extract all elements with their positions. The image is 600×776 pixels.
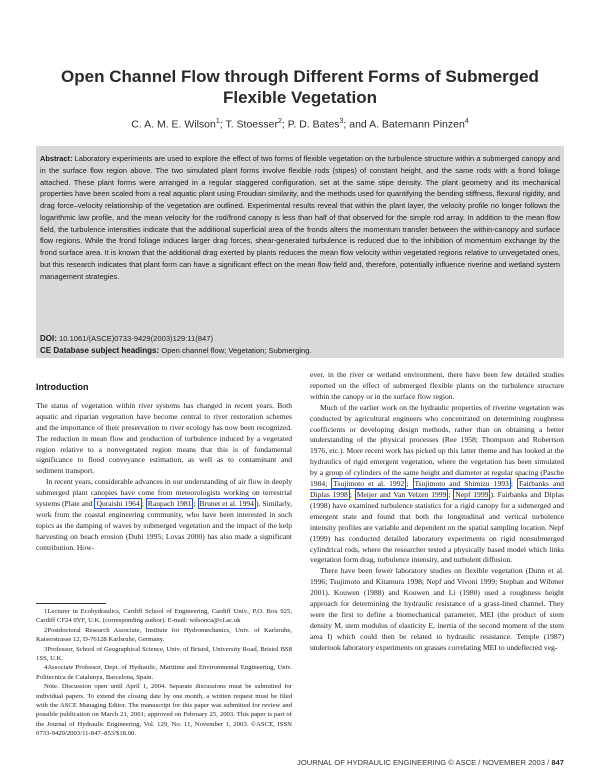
author-name: P. D. Bates: [287, 118, 340, 131]
journal-footer: JOURNAL OF HYDRAULIC ENGINEERING © ASCE / NOVEMBER 2003 /: [297, 758, 550, 767]
right-column: [310, 370, 564, 654]
text-run: Much of the earlier work on the hydraulic properties of riverine vegetation was conducted by agricultural engineers who concentrated on determining roughness coefficients or developing design methods, rather than on obtaining a better understanding of the physical processes (Ree 1958; Thompson and Robertson 1976, etc.). More recent work has picked up this latter theme and has looked at the hydraulics of rigid emergent vegetation, where the vegetation has been simulated by a group of cylinders of the same height and diameter at regular spacing (Pasche 1984;: [310, 402, 564, 489]
text-run: ;: [193, 499, 198, 509]
footnote-note: Note. Discussion open until April 1, 2004. Separate discussions must be submitted for individual papers. To extend the closing date by one month, a written request must be filed with the ASCE Managing Editor. The manuscript for this paper was submitted for review and possible publication on March 21, 2001; approved on February 25, 2003. This paper is part of the Journal of Hydraulic Engineering, Vol. 129, No. 11, November 1, 2003. ©ASCE, ISSN 0733-9429/2003/11-847–853/$18.00.: [36, 683, 292, 738]
page-footer: [260, 758, 564, 767]
footnote: 4Associate Professor, Dept. of Hydraulic, Maritime and Environmental Engineering, Univ. Politecnica de Catalunya, Barcelona, Spain.: [36, 664, 292, 681]
author-name: A. Batemann Pinzen: [369, 118, 465, 131]
abstract: [40, 153, 560, 282]
paragraph: The status of vegetation within river systems has changed in recent years. Both aquatic and riparian vegetation have become central to river restoration schemes and the importance of their preservation to river ecology has now been recognized. The reduction in mean flow and production of turbulence induced by a vegetated region relative to a nonvegetated region means that this is of fundamental significance to flood conveyance estimation, as well as to contaminant and sediment transport.: [36, 400, 292, 476]
doi-line: [40, 334, 560, 343]
author-affil-sup: 2: [277, 118, 282, 125]
author-list: C. A. M. E. Wilson$^1$; T. Stoesser$^2$; P. D. Bates$^3$; and A. Batemann Pinzen$^4$: [131, 118, 469, 131]
left-column: [36, 382, 292, 554]
paragraph: ever, in the river or wetland environment, there have been few detailed studies reported on the effect of submerged flexible plants on the turbulence structure within the canopy or in the surface flow region.: [310, 370, 564, 401]
paragraph: There have been fewer laboratory studies on flexible vegetation (Dunn et al. 1996; Tsujimoto and Kitamura 1998; Nepf and Vivoni 1999; Stephan and Wibmer 2001). Kouwen (1988) and Kouwen and Li (1980) used a roughness height approach for determining the hydraulic resistance of a grass-lined channel. They were the first to define a biomechanical parameter, MEI (the product of stem density M, stem modulus of elasticity E, inertia of the second moment of the stem area I) which could then be related to hydraulic resistance. Temple (1987) undertook laboratory experiments on grasses correlating MEI to undeflected veg-: [310, 566, 564, 652]
text-run: In recent years, considerable advances in our understanding of air flow in deeply submerged plant canopies have come from meteorologists working on terrestrial systems (Plate and: [36, 477, 292, 509]
citation-link[interactable]: Fairbanks and Diplas 1998: [310, 479, 565, 499]
citation-link[interactable]: Brunet et al. 1994: [199, 499, 254, 509]
text-run: ). Fairbanks and Diplas (1998) have examined turbulence statistics for a rigid canopy for a submerged and emergent state and found that both the longitudinal and vertical turbulence intensity profiles are variable and dependent on the spatial sampling location. Nepf (1999) has conducted detailed laboratory experiments on rigid nonsubmerged cylindrical rods, where the researcher tested a physically based model which links vegetation form drag, turbulence intensity, and turbulent diffusion.: [310, 489, 564, 565]
author-affil-sup: 4: [464, 118, 469, 125]
author-affil-sup: 3: [339, 118, 344, 125]
doi-label: DOI:: [40, 334, 57, 343]
paper-title: Open Channel Flow through Different Forms of Submerged Flexible Vegetation: [61, 67, 539, 107]
abstract-label: Abstract:: [40, 154, 73, 163]
footnote: 1Lecturer in Ecohydraulics, Cardiff School of Engineering, Cardiff Univ., P.O. Box 925, Cardiff CF24 0YF, U.K. (corresponding author). E-mail: wilsonca@cf.ac.uk: [36, 608, 292, 625]
subject-headings: [40, 346, 560, 355]
author-affil-sup: 1: [215, 118, 220, 125]
footnote: 3Professor, School of Geographical Science, Univ. of Bristol, University Road, Bristol BS8 1SS, U.K.: [36, 645, 292, 663]
text-run: ;: [141, 499, 146, 509]
text-run: ;: [349, 489, 355, 499]
text-run: ;: [510, 479, 518, 489]
paragraph: [36, 477, 292, 553]
subject-headings-value: Open channel flow; Vegetation; Submerging.: [161, 346, 312, 355]
text-run: ;: [406, 479, 413, 489]
text-run: ;: [448, 489, 454, 499]
subject-headings-label: CE Database subject headings:: [40, 346, 160, 355]
citation-link[interactable]: Raupach 1981: [147, 499, 192, 509]
page-number: 847: [551, 758, 564, 767]
paragraph: [310, 403, 564, 567]
footnote-rule: [36, 603, 106, 604]
text-run: ). Similarly, work from the coastal engineering community, who have been interested in such topics as the damping of waves by submerged vegetation and the impact of the kelp harvesting on beach erosion (Dubi 1995; Lovas 2000) has also made a significant contribution. How-: [36, 499, 293, 552]
citation-link[interactable]: Nepf 1999: [455, 489, 489, 499]
author-name: T. Stoesser: [225, 118, 278, 131]
citation-link[interactable]: Tsujimoto and Shimizu 1993: [414, 479, 509, 489]
footnote: 2Postdoctoral Research Associate, Institute for Hydromechanics, Univ. of Karlsruhe, Kaiserstrasse 12, D-76128 Karlsruhe, Germany.: [36, 626, 292, 644]
doi-value: 10.1061/(ASCE)0733-9429(2003)129:11(847): [59, 334, 213, 343]
author-name: C. A. M. E. Wilson: [131, 118, 216, 131]
section-heading: Introduction: [36, 382, 89, 392]
citation-link[interactable]: Quraishi 1964: [96, 499, 140, 509]
abstract-text: Laboratory experiments are used to explore the effect of two forms of flexible vegetation on the turbulence structure within a submerged canopy and in the surface flow region above. The two simulated plant forms involve flexible rods (stipes) of constant height, and the same rods with a frond foliage attached. These plant forms were arranged in a regular staggered configuration, set at the same stipe density. The plant geometry and its mechanical properties have been scaled from a real aquatic plant using Froudian similarity, and the methods used for quantifying the bending stiffness, flexural rigidity, and drag force–velocity relationship of the vegetation are outlined. Experimental results reveal that within the plant layer, the velocity profile no longer follows the logarithmic law profile, and the mean velocity for the rod/frond canopy is less than half of that observed for the simple rod array. In addition to the mean flow field, the turbulence intensities indicate that the additional superficial area of the fronds alters the momentum transfer between the within-canopy and surface flow regions. While the frond foliage induces larger drag forces, shear-generated turbulence is reduced due to the inhibition of momentum exchange by the frond surface area. It is known that the additional drag exerted by plants reduces the mean flow velocity within vegetated regions relative to unvegetated ones, but this research indicates that plant form can have a significant effect on the mean flow field and, therefore, potentially influence riverine and wetland system management strategies.: [40, 154, 560, 281]
citation-link[interactable]: Meijer and Van Velzen 1999: [356, 489, 447, 499]
footnotes: [36, 607, 292, 739]
citation-link[interactable]: Tsujimoto et al. 1992: [333, 479, 405, 489]
